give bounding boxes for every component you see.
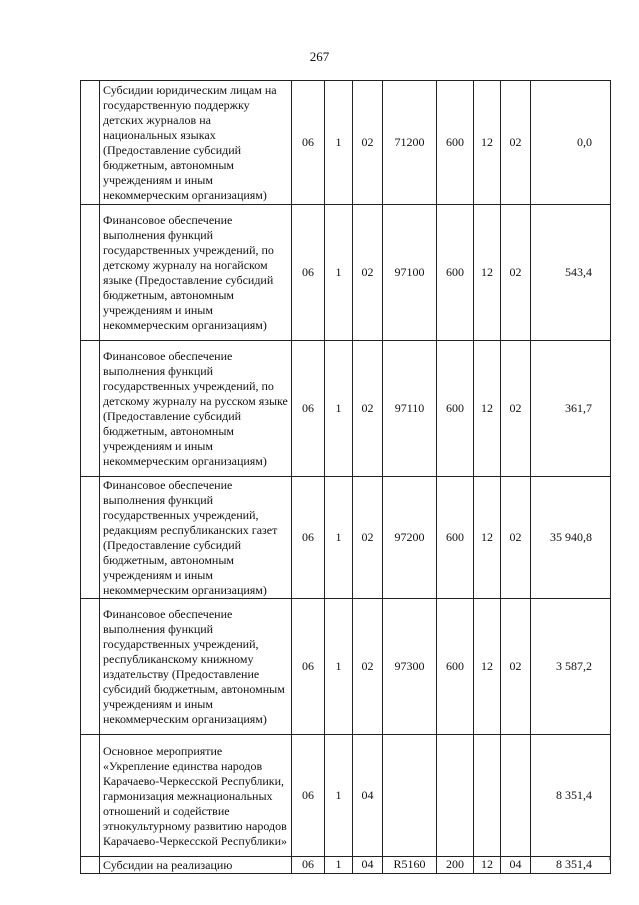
code-cell xyxy=(383,735,437,857)
blank-cell xyxy=(81,599,100,735)
code-cell: 02 xyxy=(353,599,383,735)
code-cell: 04 xyxy=(353,735,383,857)
code-cell: 600 xyxy=(437,81,474,205)
description-cell: Основное мероприятие «Укрепление единства народов Карачаево-Черкесской Республики, гармонизация межнациональных отношений и содействие этнокультурному развитию народов Карачаево-Черкесской Республики» xyxy=(100,735,292,857)
amount-cell: 8 351,4 xyxy=(531,857,611,874)
table-row xyxy=(81,599,611,735)
code-cell: 06 xyxy=(292,857,325,874)
code-cell: 12 xyxy=(474,477,501,599)
description-cell: Субсидии юридическим лицам на государственную поддержку детских журналов на национальных языках (Предоставление субсидий бюджетным, автономным учреждениям и иным некоммерческим организациям) xyxy=(100,81,292,205)
code-cell: 04 xyxy=(353,857,383,874)
code-cell: 12 xyxy=(474,341,501,477)
code-cell: 1 xyxy=(325,205,353,341)
blank-cell xyxy=(81,341,100,477)
blank-cell xyxy=(81,205,100,341)
code-cell: 02 xyxy=(353,477,383,599)
code-cell xyxy=(474,735,501,857)
code-cell: 12 xyxy=(474,205,501,341)
code-cell: 71200 xyxy=(383,81,437,205)
code-cell: 06 xyxy=(292,341,325,477)
code-cell: 02 xyxy=(353,341,383,477)
code-cell: 02 xyxy=(353,205,383,341)
code-cell: 1 xyxy=(325,477,353,599)
blank-cell xyxy=(81,81,100,205)
code-cell: 02 xyxy=(501,341,531,477)
code-cell: 06 xyxy=(292,599,325,735)
code-cell: 02 xyxy=(501,599,531,735)
edge-mark: › xyxy=(608,853,611,863)
amount-cell: 361,7 xyxy=(531,341,611,477)
amount-cell: 3 587,2 xyxy=(531,599,611,735)
code-cell: 1 xyxy=(325,735,353,857)
code-cell: 1 xyxy=(325,341,353,477)
table-row xyxy=(81,735,611,857)
amount-cell: 35 940,8 xyxy=(531,477,611,599)
code-cell xyxy=(437,735,474,857)
blank-cell xyxy=(81,735,100,857)
code-cell xyxy=(501,735,531,857)
code-cell: 02 xyxy=(501,477,531,599)
code-cell: 02 xyxy=(501,81,531,205)
code-cell: 600 xyxy=(437,341,474,477)
code-cell: 12 xyxy=(474,857,501,874)
code-cell: 06 xyxy=(292,477,325,599)
page-number: 267 xyxy=(309,49,330,64)
amount-cell: 0,0 xyxy=(531,81,611,205)
code-cell: 1 xyxy=(325,81,353,205)
code-cell: 600 xyxy=(437,599,474,735)
code-cell: 06 xyxy=(292,81,325,205)
code-cell: 1 xyxy=(325,599,353,735)
budget-table xyxy=(80,80,611,874)
code-cell: 1 xyxy=(325,857,353,874)
code-cell: 02 xyxy=(501,205,531,341)
table-row xyxy=(81,81,611,205)
description-cell: Финансовое обеспечение выполнения функций государственных учреждений, по детскому журналу на ногайском языке (Предоставление субсидий бюджетным, автономным учреждениям и иным некоммерческим организациям) xyxy=(100,205,292,341)
blank-cell xyxy=(81,857,100,874)
code-cell: 06 xyxy=(292,735,325,857)
table-row xyxy=(81,341,611,477)
code-cell: 97100 xyxy=(383,205,437,341)
description-cell: Финансовое обеспечение выполнения функций государственных учреждений, по детскому журналу на русском языке (Предоставление субсидий бюджетным, автономным учреждениям и иным некоммерческим организациям) xyxy=(100,341,292,477)
code-cell: 97300 xyxy=(383,599,437,735)
table-row xyxy=(81,477,611,599)
amount-cell: 543,4 xyxy=(531,205,611,341)
code-cell: 06 xyxy=(292,205,325,341)
code-cell: 600 xyxy=(437,477,474,599)
amount-cell: 8 351,4 xyxy=(531,735,611,857)
description-cell: Субсидии на реализацию xyxy=(100,857,292,874)
code-cell: 97200 xyxy=(383,477,437,599)
description-cell: Финансовое обеспечение выполнения функций государственных учреждений, редакциям республиканских газет (Предоставление субсидий бюджетным, автономным учреждениям и иным некоммерческим организациям) xyxy=(100,477,292,599)
code-cell: 600 xyxy=(437,205,474,341)
description-cell: Финансовое обеспечение выполнения функций государственных учреждений, республиканскому книжному издательству (Предоставление субсидий бюджетным, автономным учреждениям и иным некоммерческим организациям) xyxy=(100,599,292,735)
code-cell: 12 xyxy=(474,81,501,205)
code-cell: 200 xyxy=(437,857,474,874)
table-row xyxy=(81,857,611,874)
code-cell: 12 xyxy=(474,599,501,735)
code-cell: 02 xyxy=(353,81,383,205)
code-cell: R5160 xyxy=(383,857,437,874)
blank-cell xyxy=(81,477,100,599)
table-row xyxy=(81,205,611,341)
code-cell: 04 xyxy=(501,857,531,874)
code-cell: 97110 xyxy=(383,341,437,477)
